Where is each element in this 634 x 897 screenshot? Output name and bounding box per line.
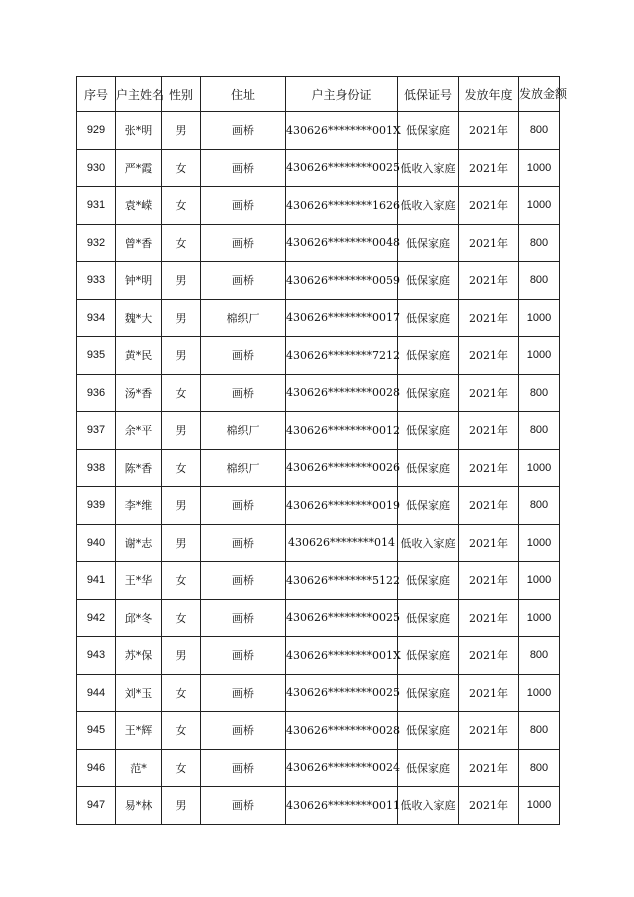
table-row (77, 674, 560, 712)
table-row (77, 187, 560, 225)
cell-id-number: 430626********0024 (286, 749, 398, 787)
cell-gender: 男 (162, 412, 201, 450)
cell-amount: 800 (519, 374, 560, 412)
cell-serial-no: 936 (77, 374, 116, 412)
header-certificate-no: 低保证号 (398, 77, 459, 112)
cell-gender: 女 (162, 374, 201, 412)
cell-serial-no: 939 (77, 487, 116, 525)
cell-certificate-type: 低保家庭 (398, 562, 459, 600)
cell-address: 棉织厂 (201, 449, 286, 487)
cell-householder-name: 曾*香 (116, 224, 162, 262)
cell-id-number: 430626********001X (286, 112, 398, 150)
cell-address: 画桥 (201, 637, 286, 675)
cell-id-number: 430626********0017 (286, 299, 398, 337)
cell-id-number: 430626********0048 (286, 224, 398, 262)
cell-certificate-type: 低保家庭 (398, 749, 459, 787)
cell-serial-no: 930 (77, 149, 116, 187)
table-row (77, 112, 560, 150)
cell-amount: 1000 (519, 524, 560, 562)
cell-address: 画桥 (201, 374, 286, 412)
cell-address: 画桥 (201, 224, 286, 262)
cell-householder-name: 李*维 (116, 487, 162, 525)
cell-id-number: 430626********0025 (286, 674, 398, 712)
table-header (77, 77, 568, 112)
cell-certificate-type: 低保家庭 (398, 637, 459, 675)
cell-householder-name: 袁*嵘 (116, 187, 162, 225)
cell-id-number: 430626********0026 (286, 449, 398, 487)
cell-serial-no: 937 (77, 412, 116, 450)
cell-serial-no: 947 (77, 787, 116, 825)
cell-certificate-type: 低保家庭 (398, 487, 459, 525)
table-row (77, 749, 560, 787)
cell-issue-year: 2021年 (459, 599, 519, 637)
cell-issue-year: 2021年 (459, 262, 519, 300)
cell-address: 棉织厂 (201, 299, 286, 337)
cell-certificate-type: 低保家庭 (398, 224, 459, 262)
cell-certificate-type: 低收入家庭 (398, 524, 459, 562)
cell-serial-no: 933 (77, 262, 116, 300)
cell-address: 画桥 (201, 487, 286, 525)
cell-issue-year: 2021年 (459, 374, 519, 412)
cell-id-number: 430626********0025 (286, 149, 398, 187)
cell-id-number: 430626********0019 (286, 487, 398, 525)
cell-issue-year: 2021年 (459, 187, 519, 225)
cell-amount: 1000 (519, 449, 560, 487)
subsidy-roster-table (76, 76, 568, 825)
cell-serial-no: 942 (77, 599, 116, 637)
cell-gender: 女 (162, 562, 201, 600)
cell-id-number: 430626********5122 (286, 562, 398, 600)
cell-gender: 女 (162, 712, 201, 750)
cell-serial-no: 944 (77, 674, 116, 712)
table-row (77, 562, 560, 600)
cell-certificate-type: 低保家庭 (398, 299, 459, 337)
cell-id-number: 430626********0025 (286, 599, 398, 637)
cell-serial-no: 935 (77, 337, 116, 375)
cell-gender: 男 (162, 262, 201, 300)
cell-amount: 800 (519, 412, 560, 450)
cell-amount: 800 (519, 224, 560, 262)
cell-householder-name: 余*平 (116, 412, 162, 450)
header-address: 住址 (201, 77, 286, 112)
cell-amount: 800 (519, 637, 560, 675)
cell-issue-year: 2021年 (459, 787, 519, 825)
cell-certificate-type: 低保家庭 (398, 449, 459, 487)
cell-amount: 1000 (519, 187, 560, 225)
cell-issue-year: 2021年 (459, 299, 519, 337)
cell-amount: 800 (519, 487, 560, 525)
cell-address: 画桥 (201, 112, 286, 150)
cell-amount: 800 (519, 749, 560, 787)
cell-gender: 女 (162, 749, 201, 787)
cell-address: 画桥 (201, 187, 286, 225)
cell-householder-name: 钟*明 (116, 262, 162, 300)
cell-id-number: 430626********0059 (286, 262, 398, 300)
header-gender: 性别 (162, 77, 201, 112)
cell-householder-name: 易*林 (116, 787, 162, 825)
cell-id-number: 430626********001X (286, 637, 398, 675)
cell-certificate-type: 低保家庭 (398, 599, 459, 637)
cell-householder-name: 张*明 (116, 112, 162, 150)
cell-id-number: 430626********0011 (286, 787, 398, 825)
cell-serial-no: 940 (77, 524, 116, 562)
cell-address: 画桥 (201, 524, 286, 562)
cell-gender: 男 (162, 524, 201, 562)
cell-serial-no: 934 (77, 299, 116, 337)
cell-gender: 女 (162, 599, 201, 637)
cell-gender: 男 (162, 299, 201, 337)
cell-householder-name: 王*华 (116, 562, 162, 600)
cell-serial-no: 929 (77, 112, 116, 150)
cell-certificate-type: 低保家庭 (398, 262, 459, 300)
cell-certificate-type: 低保家庭 (398, 337, 459, 375)
cell-householder-name: 陈*香 (116, 449, 162, 487)
cell-amount: 800 (519, 712, 560, 750)
cell-address: 画桥 (201, 262, 286, 300)
cell-issue-year: 2021年 (459, 749, 519, 787)
cell-address: 画桥 (201, 562, 286, 600)
cell-serial-no: 938 (77, 449, 116, 487)
cell-id-number: 430626********014 (286, 524, 398, 562)
cell-gender: 男 (162, 337, 201, 375)
cell-serial-no: 946 (77, 749, 116, 787)
cell-issue-year: 2021年 (459, 637, 519, 675)
cell-address: 画桥 (201, 149, 286, 187)
cell-amount: 800 (519, 112, 560, 150)
cell-certificate-type: 低保家庭 (398, 712, 459, 750)
header-row (77, 77, 560, 112)
table-row (77, 599, 560, 637)
cell-issue-year: 2021年 (459, 449, 519, 487)
table-row (77, 149, 560, 187)
cell-serial-no: 941 (77, 562, 116, 600)
header-amount: 发放金额 (519, 77, 560, 112)
cell-address: 画桥 (201, 712, 286, 750)
table-row (77, 487, 560, 525)
cell-issue-year: 2021年 (459, 524, 519, 562)
cell-issue-year: 2021年 (459, 337, 519, 375)
table-row (77, 449, 560, 487)
cell-householder-name: 汤*香 (116, 374, 162, 412)
cell-id-number: 430626********0028 (286, 712, 398, 750)
cell-issue-year: 2021年 (459, 674, 519, 712)
cell-issue-year: 2021年 (459, 224, 519, 262)
cell-certificate-type: 低收入家庭 (398, 787, 459, 825)
cell-amount: 1000 (519, 149, 560, 187)
table-row (77, 224, 560, 262)
cell-issue-year: 2021年 (459, 412, 519, 450)
cell-householder-name: 邱*冬 (116, 599, 162, 637)
cell-issue-year: 2021年 (459, 112, 519, 150)
cell-serial-no: 943 (77, 637, 116, 675)
cell-address: 画桥 (201, 787, 286, 825)
table-row (77, 712, 560, 750)
cell-id-number: 430626********1626 (286, 187, 398, 225)
cell-address: 画桥 (201, 599, 286, 637)
cell-gender: 男 (162, 112, 201, 150)
cell-householder-name: 王*辉 (116, 712, 162, 750)
cell-id-number: 430626********7212 (286, 337, 398, 375)
cell-serial-no: 932 (77, 224, 116, 262)
cell-address: 棉织厂 (201, 412, 286, 450)
cell-id-number: 430626********0028 (286, 374, 398, 412)
cell-gender: 女 (162, 674, 201, 712)
cell-householder-name: 苏*保 (116, 637, 162, 675)
header-householder-name: 户主姓名 (116, 77, 162, 112)
cell-gender: 男 (162, 637, 201, 675)
cell-serial-no: 931 (77, 187, 116, 225)
cell-certificate-type: 低收入家庭 (398, 187, 459, 225)
cell-householder-name: 刘*玉 (116, 674, 162, 712)
table-row (77, 787, 560, 825)
cell-householder-name: 黄*民 (116, 337, 162, 375)
cell-issue-year: 2021年 (459, 149, 519, 187)
table-row (77, 374, 560, 412)
cell-householder-name: 魏*大 (116, 299, 162, 337)
header-issue-year: 发放年度 (459, 77, 519, 112)
table-row (77, 524, 560, 562)
cell-certificate-type: 低保家庭 (398, 374, 459, 412)
cell-gender: 男 (162, 787, 201, 825)
cell-certificate-type: 低收入家庭 (398, 149, 459, 187)
cell-certificate-type: 低保家庭 (398, 112, 459, 150)
cell-address: 画桥 (201, 674, 286, 712)
cell-gender: 男 (162, 487, 201, 525)
table-row (77, 637, 560, 675)
cell-amount: 800 (519, 262, 560, 300)
cell-gender: 女 (162, 449, 201, 487)
cell-issue-year: 2021年 (459, 562, 519, 600)
cell-householder-name: 范* (116, 749, 162, 787)
cell-amount: 1000 (519, 599, 560, 637)
cell-issue-year: 2021年 (459, 487, 519, 525)
cell-serial-no: 945 (77, 712, 116, 750)
cell-amount: 1000 (519, 787, 560, 825)
table-row (77, 412, 560, 450)
cell-gender: 女 (162, 149, 201, 187)
header-serial-no: 序号 (77, 77, 116, 112)
cell-certificate-type: 低保家庭 (398, 674, 459, 712)
cell-amount: 1000 (519, 337, 560, 375)
table-row (77, 299, 560, 337)
table-row (77, 337, 560, 375)
cell-householder-name: 严*霞 (116, 149, 162, 187)
cell-issue-year: 2021年 (459, 712, 519, 750)
cell-gender: 女 (162, 224, 201, 262)
table-row (77, 262, 560, 300)
cell-amount: 1000 (519, 562, 560, 600)
header-id-number: 户主身份证 (286, 77, 398, 112)
cell-address: 画桥 (201, 749, 286, 787)
cell-address: 画桥 (201, 337, 286, 375)
cell-id-number: 430626********0012 (286, 412, 398, 450)
cell-gender: 女 (162, 187, 201, 225)
cell-amount: 1000 (519, 674, 560, 712)
table-body (77, 112, 560, 825)
cell-amount: 1000 (519, 299, 560, 337)
cell-certificate-type: 低保家庭 (398, 412, 459, 450)
cell-householder-name: 谢*志 (116, 524, 162, 562)
